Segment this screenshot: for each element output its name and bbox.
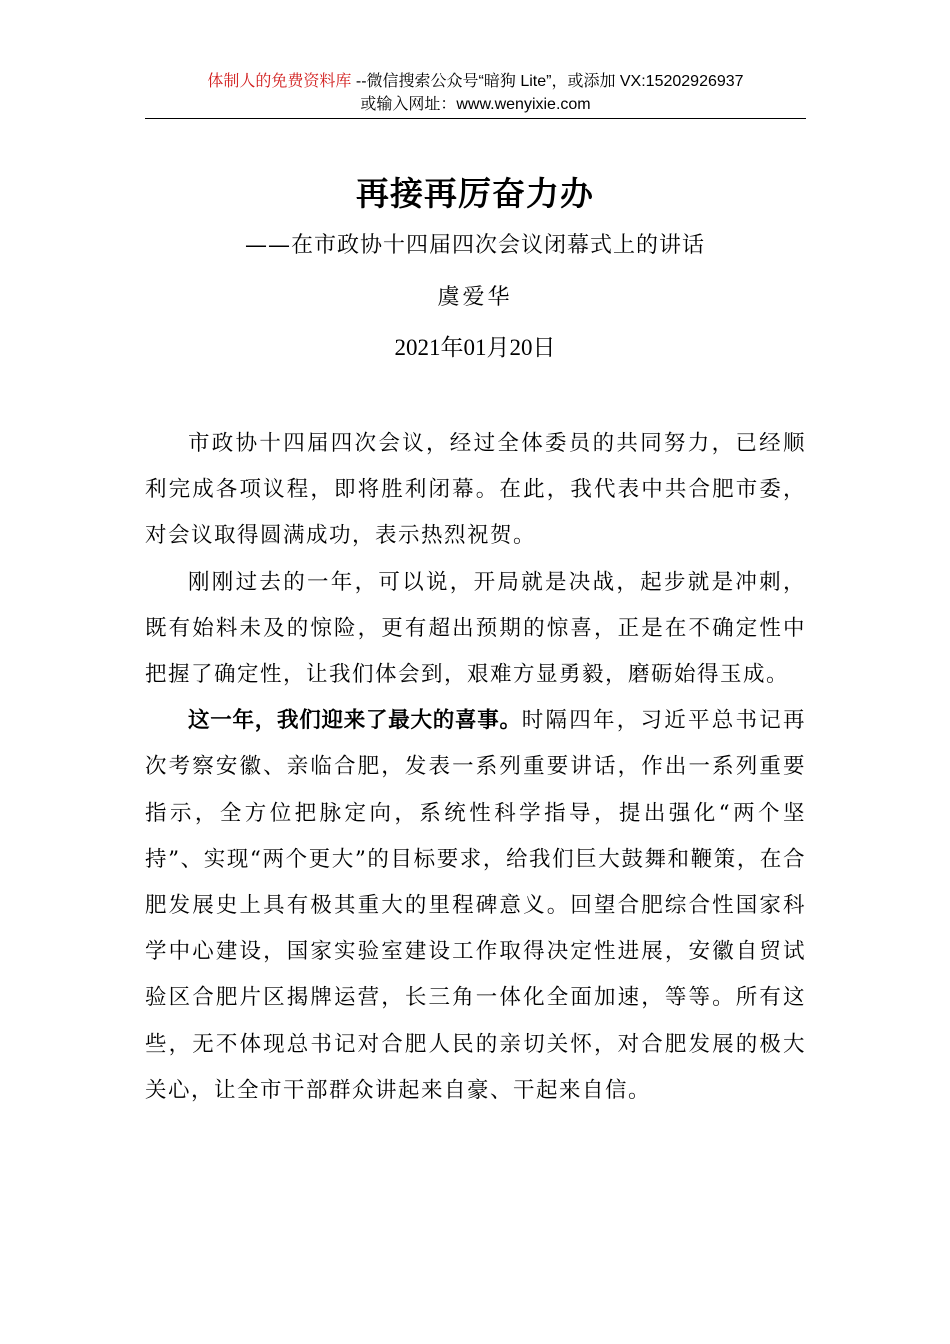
header-divider — [145, 118, 806, 119]
page-header — [145, 70, 806, 116]
paragraph-3 — [145, 698, 806, 1114]
document-date: 2021年01月20日 — [394, 335, 556, 360]
paragraph-3-text: 时隔四年，习近平总书记再次考察安徽、亲临合肥，发表一系列重要讲话，作出一系列重要指示，全方位把脉定向，系统性科学指导，提出强化“两个坚持”、实现“两个更大”的目标要求，给我们巨大鼓舞和鞭策，在合肥发展史上具有极其重大的里程碑意义。回望合肥综合性国家科学中心建设，国家实验室建设工作取得决定性进展，安徽自贸试验区合肥片区揭牌运营，长三角一体化全面加速，等等。所有这些，无不体现总书记对合肥人民的亲切关怀，对合肥发展的极大关心，让全市干部群众讲起来自豪、干起来自信。 — [145, 708, 806, 1103]
paragraph-1: 市政协十四届四次会议，经过全体委员的共同努力，已经顺利完成各项议程，即将胜利闭幕。在此，我代表中共合肥市委，对会议取得圆满成功，表示热烈祝贺。 — [145, 431, 806, 549]
header-contact-info: --微信搜索公众号“暗狗 Lite”，或添加 VX:15202926937 — [351, 73, 744, 90]
header-line-1 — [145, 70, 806, 93]
header-website: 或输入网址：www.wenyixie.com — [360, 96, 591, 113]
paragraph-2: 刚刚过去的一年，可以说，开局就是决战，起步就是冲刺，既有始料未及的惊险，更有超出预期的惊喜，正是在不确定性中把握了确定性，让我们体会到，艰难方显勇毅，磨砺始得玉成。 — [145, 569, 806, 688]
paragraph-3-lead: 这一年，我们迎来了最大的喜事。 — [188, 708, 522, 734]
document-subtitle: ——在市政协十四届四次会议闭幕式上的讲话 — [244, 233, 705, 258]
header-brand: 体制人的免费资料库 — [207, 73, 352, 90]
document-title: 再接再厉奋力办 — [356, 174, 594, 213]
document-body — [145, 421, 806, 1114]
document-author: 虞爱华 — [437, 285, 513, 310]
